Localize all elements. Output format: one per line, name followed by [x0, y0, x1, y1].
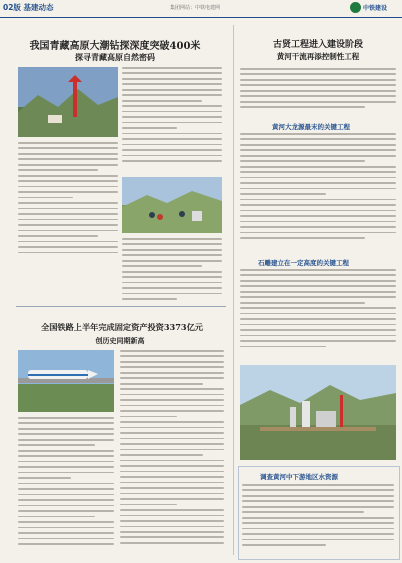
gulin-section-2-text	[240, 269, 396, 359]
railway-subhead: 创历史同期新高	[95, 336, 145, 345]
qinghai-text-right-top	[122, 67, 222, 172]
qinghai-headline: 我国青藏高原大潮钻探深度突破400米	[29, 41, 201, 52]
gulin-section-1-text	[240, 133, 396, 251]
gulin-headline: 古贤工程进入建设阶段	[272, 40, 363, 50]
column-divider	[233, 25, 234, 555]
railway-headline: 全国铁路上半年完成固定资产投资3373亿元	[41, 322, 203, 332]
gulin-subhead: 黄河干流再添控制性工程	[276, 52, 360, 61]
gulin-section-1-title: 黄河大龙源最末的关键工程	[272, 123, 350, 131]
gulin-section-3-text	[242, 484, 394, 554]
qinghai-subhead: 探寻青藏高原自然密码	[75, 52, 155, 62]
qinghai-photo	[18, 67, 118, 137]
gulin-section-3-title: 调查黄河中下游地区水资源	[260, 473, 338, 481]
qinghai-text-left	[18, 142, 118, 262]
gulin-intro-text	[240, 68, 396, 118]
page-header	[0, 0, 402, 18]
site-label: 集团网站：中铁电建网	[170, 5, 221, 11]
brand-logo	[350, 2, 400, 14]
gulin-section-2-title: 石雕建立在一定高度的关键工程	[258, 259, 349, 267]
gulin-photo	[240, 365, 396, 460]
brand-name: 中铁建设	[363, 5, 388, 12]
company-logo-icon	[350, 2, 361, 13]
railway-text-left	[18, 417, 114, 557]
railway-photo	[18, 350, 114, 412]
left-section-divider	[16, 306, 226, 307]
qinghai-field-photo	[122, 177, 222, 233]
page-number: 02版 基建动态	[3, 3, 54, 12]
qinghai-text-right-bottom	[122, 238, 222, 308]
railway-text-right	[120, 350, 224, 556]
